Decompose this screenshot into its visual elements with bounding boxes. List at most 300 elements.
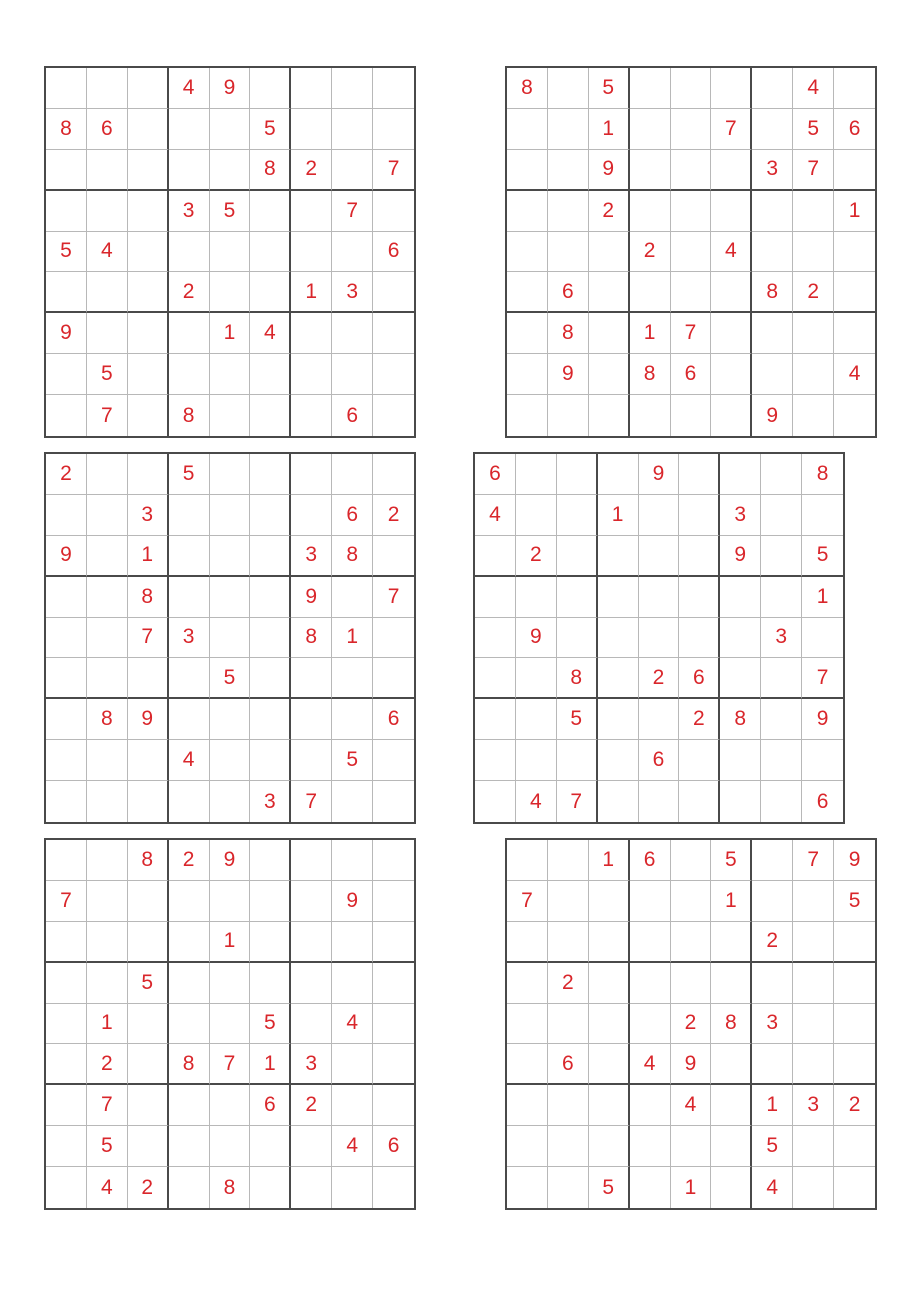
empty-cell[interactable]	[761, 577, 802, 618]
empty-cell[interactable]	[671, 1126, 712, 1167]
empty-cell[interactable]	[671, 395, 712, 436]
empty-cell[interactable]	[373, 272, 414, 313]
empty-cell[interactable]	[639, 781, 680, 822]
empty-cell[interactable]	[210, 395, 251, 436]
empty-cell[interactable]	[291, 1167, 332, 1208]
empty-cell[interactable]	[761, 658, 802, 699]
empty-cell[interactable]	[169, 495, 210, 536]
empty-cell[interactable]	[507, 1126, 548, 1167]
empty-cell[interactable]	[332, 313, 373, 354]
empty-cell[interactable]	[834, 963, 875, 1004]
empty-cell[interactable]	[332, 699, 373, 740]
empty-cell[interactable]	[332, 232, 373, 273]
empty-cell[interactable]	[210, 963, 251, 1004]
empty-cell[interactable]	[87, 68, 128, 109]
empty-cell[interactable]	[761, 699, 802, 740]
empty-cell[interactable]	[752, 68, 793, 109]
empty-cell[interactable]	[793, 1167, 834, 1208]
empty-cell[interactable]	[752, 191, 793, 232]
empty-cell[interactable]	[291, 109, 332, 150]
empty-cell[interactable]	[752, 881, 793, 922]
empty-cell[interactable]	[373, 963, 414, 1004]
empty-cell[interactable]	[507, 109, 548, 150]
empty-cell[interactable]	[589, 272, 630, 313]
empty-cell[interactable]	[630, 272, 671, 313]
empty-cell[interactable]	[589, 1004, 630, 1045]
empty-cell[interactable]	[291, 454, 332, 495]
empty-cell[interactable]	[752, 840, 793, 881]
empty-cell[interactable]	[548, 1004, 589, 1045]
empty-cell[interactable]	[46, 395, 87, 436]
empty-cell[interactable]	[671, 191, 712, 232]
empty-cell[interactable]	[128, 1044, 169, 1085]
empty-cell[interactable]	[210, 881, 251, 922]
empty-cell[interactable]	[373, 1167, 414, 1208]
empty-cell[interactable]	[332, 109, 373, 150]
empty-cell[interactable]	[711, 150, 752, 191]
empty-cell[interactable]	[557, 740, 598, 781]
empty-cell[interactable]	[210, 1085, 251, 1126]
empty-cell[interactable]	[210, 272, 251, 313]
empty-cell[interactable]	[128, 191, 169, 232]
empty-cell[interactable]	[557, 495, 598, 536]
empty-cell[interactable]	[210, 536, 251, 577]
empty-cell[interactable]	[87, 963, 128, 1004]
empty-cell[interactable]	[291, 963, 332, 1004]
empty-cell[interactable]	[679, 454, 720, 495]
empty-cell[interactable]	[87, 536, 128, 577]
empty-cell[interactable]	[87, 840, 128, 881]
empty-cell[interactable]	[834, 395, 875, 436]
empty-cell[interactable]	[291, 191, 332, 232]
empty-cell[interactable]	[250, 454, 291, 495]
empty-cell[interactable]	[834, 1126, 875, 1167]
empty-cell[interactable]	[589, 1044, 630, 1085]
empty-cell[interactable]	[630, 1004, 671, 1045]
empty-cell[interactable]	[87, 740, 128, 781]
empty-cell[interactable]	[834, 68, 875, 109]
empty-cell[interactable]	[548, 1126, 589, 1167]
empty-cell[interactable]	[291, 68, 332, 109]
empty-cell[interactable]	[210, 1004, 251, 1045]
empty-cell[interactable]	[630, 1167, 671, 1208]
empty-cell[interactable]	[589, 354, 630, 395]
empty-cell[interactable]	[793, 354, 834, 395]
empty-cell[interactable]	[711, 272, 752, 313]
empty-cell[interactable]	[291, 395, 332, 436]
empty-cell[interactable]	[332, 1085, 373, 1126]
empty-cell[interactable]	[507, 1044, 548, 1085]
empty-cell[interactable]	[793, 191, 834, 232]
empty-cell[interactable]	[46, 699, 87, 740]
empty-cell[interactable]	[711, 1167, 752, 1208]
empty-cell[interactable]	[250, 963, 291, 1004]
empty-cell[interactable]	[834, 232, 875, 273]
empty-cell[interactable]	[128, 395, 169, 436]
empty-cell[interactable]	[630, 191, 671, 232]
empty-cell[interactable]	[128, 232, 169, 273]
empty-cell[interactable]	[548, 191, 589, 232]
empty-cell[interactable]	[46, 272, 87, 313]
empty-cell[interactable]	[598, 454, 639, 495]
empty-cell[interactable]	[169, 536, 210, 577]
empty-cell[interactable]	[46, 840, 87, 881]
empty-cell[interactable]	[128, 1004, 169, 1045]
empty-cell[interactable]	[589, 1085, 630, 1126]
empty-cell[interactable]	[332, 922, 373, 963]
empty-cell[interactable]	[169, 109, 210, 150]
empty-cell[interactable]	[291, 1004, 332, 1045]
empty-cell[interactable]	[516, 740, 557, 781]
empty-cell[interactable]	[507, 313, 548, 354]
empty-cell[interactable]	[128, 658, 169, 699]
empty-cell[interactable]	[373, 922, 414, 963]
empty-cell[interactable]	[250, 618, 291, 659]
empty-cell[interactable]	[834, 272, 875, 313]
empty-cell[interactable]	[507, 395, 548, 436]
empty-cell[interactable]	[250, 922, 291, 963]
empty-cell[interactable]	[557, 454, 598, 495]
empty-cell[interactable]	[291, 354, 332, 395]
empty-cell[interactable]	[210, 232, 251, 273]
empty-cell[interactable]	[507, 963, 548, 1004]
empty-cell[interactable]	[834, 1167, 875, 1208]
empty-cell[interactable]	[720, 740, 761, 781]
empty-cell[interactable]	[169, 1004, 210, 1045]
empty-cell[interactable]	[210, 577, 251, 618]
empty-cell[interactable]	[291, 495, 332, 536]
empty-cell[interactable]	[589, 922, 630, 963]
empty-cell[interactable]	[679, 618, 720, 659]
empty-cell[interactable]	[87, 658, 128, 699]
empty-cell[interactable]	[169, 1167, 210, 1208]
empty-cell[interactable]	[793, 1044, 834, 1085]
empty-cell[interactable]	[711, 68, 752, 109]
empty-cell[interactable]	[711, 963, 752, 1004]
empty-cell[interactable]	[711, 922, 752, 963]
empty-cell[interactable]	[548, 922, 589, 963]
empty-cell[interactable]	[291, 840, 332, 881]
empty-cell[interactable]	[46, 1044, 87, 1085]
empty-cell[interactable]	[210, 1126, 251, 1167]
empty-cell[interactable]	[210, 109, 251, 150]
empty-cell[interactable]	[250, 658, 291, 699]
empty-cell[interactable]	[210, 495, 251, 536]
empty-cell[interactable]	[373, 1044, 414, 1085]
empty-cell[interactable]	[373, 354, 414, 395]
empty-cell[interactable]	[802, 618, 843, 659]
empty-cell[interactable]	[46, 922, 87, 963]
empty-cell[interactable]	[630, 963, 671, 1004]
empty-cell[interactable]	[169, 313, 210, 354]
empty-cell[interactable]	[589, 963, 630, 1004]
empty-cell[interactable]	[548, 395, 589, 436]
empty-cell[interactable]	[128, 150, 169, 191]
empty-cell[interactable]	[548, 1167, 589, 1208]
empty-cell[interactable]	[834, 1044, 875, 1085]
empty-cell[interactable]	[332, 1167, 373, 1208]
empty-cell[interactable]	[373, 313, 414, 354]
empty-cell[interactable]	[169, 150, 210, 191]
empty-cell[interactable]	[46, 1126, 87, 1167]
empty-cell[interactable]	[761, 536, 802, 577]
empty-cell[interactable]	[475, 658, 516, 699]
empty-cell[interactable]	[46, 191, 87, 232]
empty-cell[interactable]	[589, 1126, 630, 1167]
empty-cell[interactable]	[639, 699, 680, 740]
empty-cell[interactable]	[793, 963, 834, 1004]
empty-cell[interactable]	[128, 1126, 169, 1167]
empty-cell[interactable]	[671, 272, 712, 313]
empty-cell[interactable]	[87, 577, 128, 618]
empty-cell[interactable]	[752, 354, 793, 395]
empty-cell[interactable]	[332, 963, 373, 1004]
empty-cell[interactable]	[250, 232, 291, 273]
empty-cell[interactable]	[87, 272, 128, 313]
empty-cell[interactable]	[291, 658, 332, 699]
empty-cell[interactable]	[793, 232, 834, 273]
empty-cell[interactable]	[834, 150, 875, 191]
empty-cell[interactable]	[169, 354, 210, 395]
empty-cell[interactable]	[87, 618, 128, 659]
empty-cell[interactable]	[793, 313, 834, 354]
empty-cell[interactable]	[516, 495, 557, 536]
empty-cell[interactable]	[639, 536, 680, 577]
empty-cell[interactable]	[169, 922, 210, 963]
empty-cell[interactable]	[557, 536, 598, 577]
empty-cell[interactable]	[598, 536, 639, 577]
empty-cell[interactable]	[128, 68, 169, 109]
empty-cell[interactable]	[373, 454, 414, 495]
empty-cell[interactable]	[46, 354, 87, 395]
empty-cell[interactable]	[210, 781, 251, 822]
empty-cell[interactable]	[169, 232, 210, 273]
empty-cell[interactable]	[761, 740, 802, 781]
empty-cell[interactable]	[507, 1004, 548, 1045]
empty-cell[interactable]	[630, 109, 671, 150]
empty-cell[interactable]	[630, 1126, 671, 1167]
empty-cell[interactable]	[250, 881, 291, 922]
empty-cell[interactable]	[507, 150, 548, 191]
empty-cell[interactable]	[548, 840, 589, 881]
empty-cell[interactable]	[720, 781, 761, 822]
empty-cell[interactable]	[250, 740, 291, 781]
empty-cell[interactable]	[46, 1004, 87, 1045]
empty-cell[interactable]	[87, 313, 128, 354]
empty-cell[interactable]	[630, 1085, 671, 1126]
empty-cell[interactable]	[373, 191, 414, 232]
empty-cell[interactable]	[332, 68, 373, 109]
empty-cell[interactable]	[793, 922, 834, 963]
empty-cell[interactable]	[87, 150, 128, 191]
empty-cell[interactable]	[516, 699, 557, 740]
empty-cell[interactable]	[210, 454, 251, 495]
empty-cell[interactable]	[250, 577, 291, 618]
empty-cell[interactable]	[373, 781, 414, 822]
empty-cell[interactable]	[250, 1167, 291, 1208]
empty-cell[interactable]	[210, 699, 251, 740]
empty-cell[interactable]	[169, 1085, 210, 1126]
empty-cell[interactable]	[373, 1004, 414, 1045]
empty-cell[interactable]	[46, 150, 87, 191]
empty-cell[interactable]	[671, 963, 712, 1004]
empty-cell[interactable]	[802, 740, 843, 781]
empty-cell[interactable]	[373, 658, 414, 699]
empty-cell[interactable]	[46, 740, 87, 781]
empty-cell[interactable]	[630, 881, 671, 922]
empty-cell[interactable]	[169, 963, 210, 1004]
empty-cell[interactable]	[507, 232, 548, 273]
empty-cell[interactable]	[210, 618, 251, 659]
empty-cell[interactable]	[761, 495, 802, 536]
empty-cell[interactable]	[46, 1167, 87, 1208]
empty-cell[interactable]	[373, 840, 414, 881]
empty-cell[interactable]	[720, 454, 761, 495]
empty-cell[interactable]	[210, 740, 251, 781]
empty-cell[interactable]	[169, 699, 210, 740]
empty-cell[interactable]	[711, 1126, 752, 1167]
empty-cell[interactable]	[332, 840, 373, 881]
empty-cell[interactable]	[671, 109, 712, 150]
empty-cell[interactable]	[291, 313, 332, 354]
empty-cell[interactable]	[373, 618, 414, 659]
empty-cell[interactable]	[373, 395, 414, 436]
empty-cell[interactable]	[291, 1126, 332, 1167]
empty-cell[interactable]	[630, 922, 671, 963]
empty-cell[interactable]	[128, 354, 169, 395]
empty-cell[interactable]	[507, 1085, 548, 1126]
empty-cell[interactable]	[169, 781, 210, 822]
empty-cell[interactable]	[671, 232, 712, 273]
empty-cell[interactable]	[169, 1126, 210, 1167]
empty-cell[interactable]	[639, 495, 680, 536]
empty-cell[interactable]	[250, 395, 291, 436]
empty-cell[interactable]	[679, 495, 720, 536]
empty-cell[interactable]	[210, 354, 251, 395]
empty-cell[interactable]	[793, 1126, 834, 1167]
empty-cell[interactable]	[475, 699, 516, 740]
empty-cell[interactable]	[250, 68, 291, 109]
empty-cell[interactable]	[291, 232, 332, 273]
empty-cell[interactable]	[711, 1085, 752, 1126]
empty-cell[interactable]	[793, 881, 834, 922]
empty-cell[interactable]	[332, 781, 373, 822]
empty-cell[interactable]	[720, 658, 761, 699]
empty-cell[interactable]	[128, 454, 169, 495]
empty-cell[interactable]	[834, 922, 875, 963]
empty-cell[interactable]	[250, 191, 291, 232]
empty-cell[interactable]	[373, 536, 414, 577]
empty-cell[interactable]	[548, 881, 589, 922]
empty-cell[interactable]	[128, 1085, 169, 1126]
empty-cell[interactable]	[630, 395, 671, 436]
empty-cell[interactable]	[679, 781, 720, 822]
empty-cell[interactable]	[639, 577, 680, 618]
empty-cell[interactable]	[332, 150, 373, 191]
empty-cell[interactable]	[598, 781, 639, 822]
empty-cell[interactable]	[46, 68, 87, 109]
empty-cell[interactable]	[475, 536, 516, 577]
empty-cell[interactable]	[87, 781, 128, 822]
empty-cell[interactable]	[679, 536, 720, 577]
empty-cell[interactable]	[373, 1085, 414, 1126]
empty-cell[interactable]	[598, 577, 639, 618]
empty-cell[interactable]	[87, 495, 128, 536]
empty-cell[interactable]	[589, 881, 630, 922]
empty-cell[interactable]	[548, 109, 589, 150]
empty-cell[interactable]	[46, 781, 87, 822]
empty-cell[interactable]	[87, 191, 128, 232]
empty-cell[interactable]	[598, 699, 639, 740]
empty-cell[interactable]	[557, 577, 598, 618]
empty-cell[interactable]	[671, 150, 712, 191]
empty-cell[interactable]	[87, 922, 128, 963]
empty-cell[interactable]	[332, 658, 373, 699]
empty-cell[interactable]	[87, 881, 128, 922]
empty-cell[interactable]	[128, 781, 169, 822]
empty-cell[interactable]	[373, 68, 414, 109]
empty-cell[interactable]	[711, 313, 752, 354]
empty-cell[interactable]	[671, 881, 712, 922]
empty-cell[interactable]	[475, 577, 516, 618]
empty-cell[interactable]	[250, 1126, 291, 1167]
empty-cell[interactable]	[589, 395, 630, 436]
empty-cell[interactable]	[711, 354, 752, 395]
empty-cell[interactable]	[332, 1044, 373, 1085]
empty-cell[interactable]	[752, 232, 793, 273]
empty-cell[interactable]	[679, 740, 720, 781]
empty-cell[interactable]	[128, 313, 169, 354]
empty-cell[interactable]	[250, 840, 291, 881]
empty-cell[interactable]	[46, 577, 87, 618]
empty-cell[interactable]	[128, 109, 169, 150]
empty-cell[interactable]	[720, 618, 761, 659]
empty-cell[interactable]	[711, 395, 752, 436]
empty-cell[interactable]	[46, 658, 87, 699]
empty-cell[interactable]	[752, 963, 793, 1004]
empty-cell[interactable]	[671, 68, 712, 109]
empty-cell[interactable]	[46, 495, 87, 536]
empty-cell[interactable]	[169, 577, 210, 618]
empty-cell[interactable]	[210, 150, 251, 191]
empty-cell[interactable]	[752, 1044, 793, 1085]
empty-cell[interactable]	[507, 1167, 548, 1208]
empty-cell[interactable]	[589, 313, 630, 354]
empty-cell[interactable]	[598, 618, 639, 659]
empty-cell[interactable]	[250, 495, 291, 536]
empty-cell[interactable]	[548, 1085, 589, 1126]
empty-cell[interactable]	[507, 922, 548, 963]
empty-cell[interactable]	[834, 313, 875, 354]
empty-cell[interactable]	[761, 781, 802, 822]
empty-cell[interactable]	[250, 272, 291, 313]
empty-cell[interactable]	[802, 495, 843, 536]
empty-cell[interactable]	[128, 922, 169, 963]
empty-cell[interactable]	[128, 740, 169, 781]
empty-cell[interactable]	[557, 618, 598, 659]
empty-cell[interactable]	[598, 658, 639, 699]
empty-cell[interactable]	[516, 454, 557, 495]
empty-cell[interactable]	[671, 922, 712, 963]
empty-cell[interactable]	[834, 1004, 875, 1045]
empty-cell[interactable]	[507, 272, 548, 313]
empty-cell[interactable]	[516, 658, 557, 699]
empty-cell[interactable]	[761, 454, 802, 495]
empty-cell[interactable]	[250, 699, 291, 740]
empty-cell[interactable]	[679, 577, 720, 618]
empty-cell[interactable]	[332, 354, 373, 395]
empty-cell[interactable]	[507, 840, 548, 881]
